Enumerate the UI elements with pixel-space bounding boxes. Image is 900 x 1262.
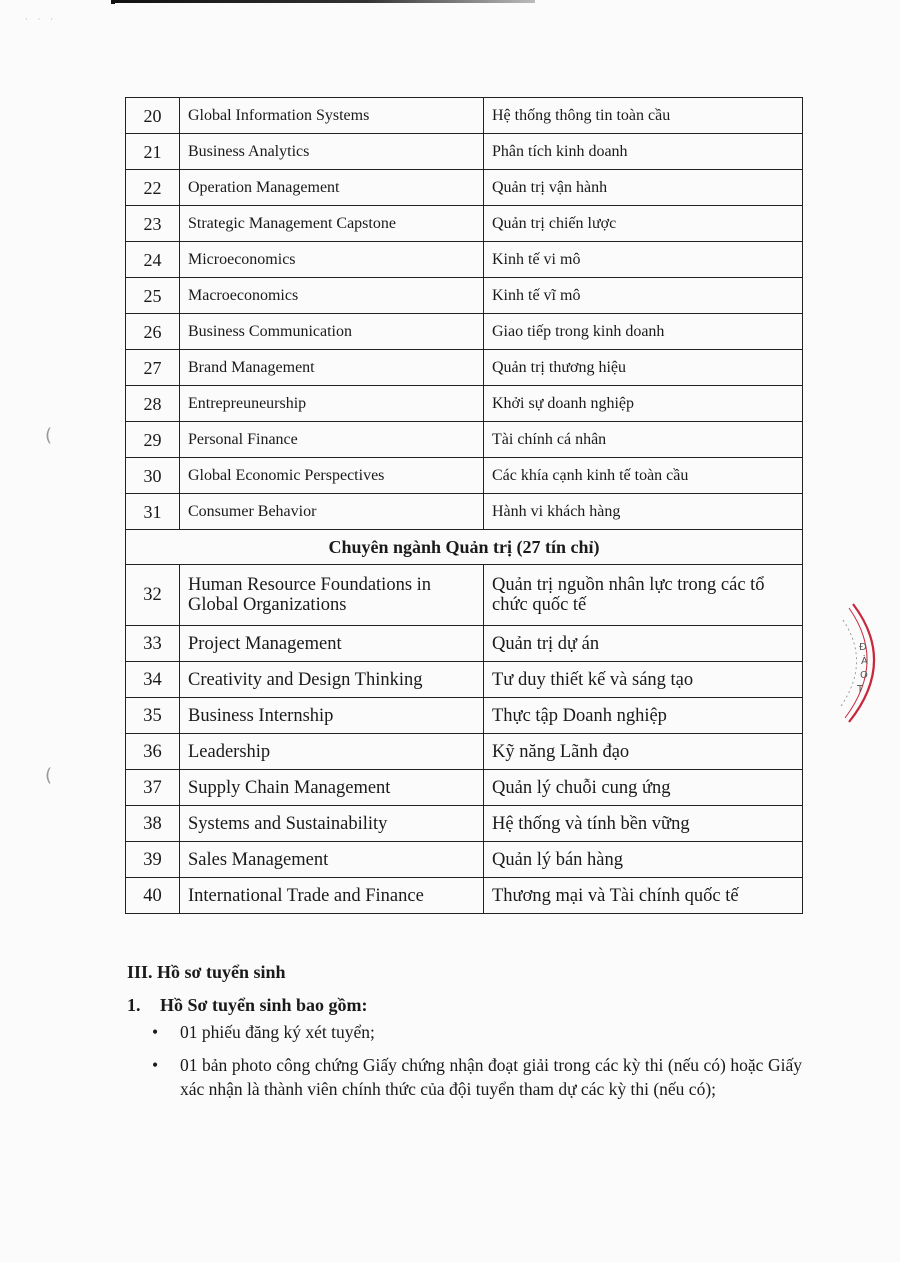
official-stamp-icon: [835, 598, 895, 726]
svg-text:À: À: [861, 656, 868, 667]
course-number: 28: [126, 386, 180, 422]
course-row: [126, 350, 803, 386]
course-name-english: Supply Chain Management: [180, 770, 484, 806]
bullet-icon: •: [152, 1022, 159, 1042]
course-name-english: Microeconomics: [180, 242, 484, 278]
course-name-english: Global Information Systems: [180, 98, 484, 134]
course-name-vietnamese: Quản trị nguồn nhân lực trong các tổ chức quốc tế: [484, 565, 803, 626]
course-name-english: Consumer Behavior: [180, 494, 484, 530]
course-number: 24: [126, 242, 180, 278]
course-number: 25: [126, 278, 180, 314]
course-name-vietnamese: Hệ thống và tính bền vững: [484, 806, 803, 842]
svg-text:T: T: [857, 684, 864, 695]
course-row: [126, 386, 803, 422]
course-name-vietnamese: Các khía cạnh kinh tế toàn cầu: [484, 458, 803, 494]
requirement-text: 01 bản photo công chứng Giấy chứng nhận đoạt giải trong các kỳ thi (nếu có) hoặc Giấy xác nhận là thành viên chính thức của đội tuyển tham dự các kỳ thi (nếu có);: [180, 1055, 802, 1099]
course-number: 33: [126, 626, 180, 662]
course-name-vietnamese: Tài chính cá nhân: [484, 422, 803, 458]
course-name-english: Global Economic Perspectives: [180, 458, 484, 494]
course-name-english: Business Internship: [180, 698, 484, 734]
course-number: 21: [126, 134, 180, 170]
course-name-english: Brand Management: [180, 350, 484, 386]
course-number: 38: [126, 806, 180, 842]
section-header: Chuyên ngành Quản trị (27 tín chỉ): [126, 530, 803, 565]
course-name-vietnamese: Giao tiếp trong kinh doanh: [484, 314, 803, 350]
course-name-english: International Trade and Finance: [180, 878, 484, 914]
course-name-vietnamese: Khởi sự doanh nghiệp: [484, 386, 803, 422]
subsection-label: Hồ Sơ tuyển sinh bao gồm:: [160, 995, 368, 1015]
course-name-vietnamese: Quản trị thương hiệu: [484, 350, 803, 386]
course-number: 22: [126, 170, 180, 206]
course-name-vietnamese: Quản trị vận hành: [484, 170, 803, 206]
course-number: 27: [126, 350, 180, 386]
course-row: [126, 206, 803, 242]
course-number: 20: [126, 98, 180, 134]
scan-artifact: · · ·: [25, 15, 57, 24]
course-row: [126, 662, 803, 698]
course-row: [126, 806, 803, 842]
course-row: [126, 242, 803, 278]
course-name-english: Project Management: [180, 626, 484, 662]
course-number: 36: [126, 734, 180, 770]
course-name-english: Leadership: [180, 734, 484, 770]
course-name-english: Strategic Management Capstone: [180, 206, 484, 242]
course-row: [126, 698, 803, 734]
course-number: 37: [126, 770, 180, 806]
section-title: III. Hồ sơ tuyển sinh: [127, 962, 286, 982]
course-name-english: Operation Management: [180, 170, 484, 206]
course-name-english: Personal Finance: [180, 422, 484, 458]
course-row: [126, 314, 803, 350]
course-name-vietnamese: Kỹ năng Lãnh đạo: [484, 734, 803, 770]
course-number: 31: [126, 494, 180, 530]
course-row: [126, 98, 803, 134]
course-name-english: Business Analytics: [180, 134, 484, 170]
header-rule: [115, 0, 535, 3]
course-number: 34: [126, 662, 180, 698]
major-courses: [126, 565, 803, 914]
course-name-vietnamese: Hệ thống thông tin toàn cầu: [484, 98, 803, 134]
course-name-vietnamese: Phân tích kinh doanh: [484, 134, 803, 170]
course-name-english: Entrepreuneurship: [180, 386, 484, 422]
course-name-vietnamese: Thực tập Doanh nghiệp: [484, 698, 803, 734]
section-header-row: [126, 530, 803, 565]
course-name-english: Human Resource Foundations in Global Organizations: [180, 565, 484, 626]
course-name-vietnamese: Hành vi khách hàng: [484, 494, 803, 530]
course-name-vietnamese: Quản trị chiến lược: [484, 206, 803, 242]
course-number: 40: [126, 878, 180, 914]
punch-hole-mark: (: [45, 425, 53, 446]
course-name-vietnamese: Quản trị dự án: [484, 626, 803, 662]
course-row: [126, 626, 803, 662]
requirement-item: [150, 1020, 802, 1044]
general-courses: [126, 98, 803, 530]
course-name-vietnamese: Thương mại và Tài chính quốc tế: [484, 878, 803, 914]
course-name-english: Macroeconomics: [180, 278, 484, 314]
course-name-english: Business Communication: [180, 314, 484, 350]
course-name-vietnamese: Quản lý chuỗi cung ứng: [484, 770, 803, 806]
course-number: 39: [126, 842, 180, 878]
course-row: [126, 458, 803, 494]
course-name-english: Sales Management: [180, 842, 484, 878]
course-number: 32: [126, 565, 180, 626]
course-number: 35: [126, 698, 180, 734]
course-row: [126, 134, 803, 170]
course-name-vietnamese: Quản lý bán hàng: [484, 842, 803, 878]
course-name-vietnamese: Kinh tế vi mô: [484, 242, 803, 278]
requirements-list: [150, 1020, 802, 1110]
requirement-item: [150, 1053, 802, 1101]
subsection-title: [127, 995, 368, 1016]
course-number: 26: [126, 314, 180, 350]
svg-text:O: O: [860, 670, 868, 681]
svg-text:Đ: Đ: [859, 642, 867, 653]
course-row: [126, 734, 803, 770]
course-row: [126, 770, 803, 806]
course-row: [126, 842, 803, 878]
course-row: [126, 565, 803, 626]
section-header-group: [126, 530, 803, 565]
course-row: [126, 278, 803, 314]
course-number: 30: [126, 458, 180, 494]
course-name-vietnamese: Tư duy thiết kế và sáng tạo: [484, 662, 803, 698]
course-table: [125, 97, 803, 914]
course-row: [126, 170, 803, 206]
course-number: 29: [126, 422, 180, 458]
course-row: [126, 422, 803, 458]
requirement-text: 01 phiếu đăng ký xét tuyển;: [180, 1022, 375, 1042]
subsection-number: 1.: [127, 995, 141, 1015]
course-number: 23: [126, 206, 180, 242]
course-name-english: Systems and Sustainability: [180, 806, 484, 842]
course-row: [126, 878, 803, 914]
course-row: [126, 494, 803, 530]
course-name-vietnamese: Kinh tế vĩ mô: [484, 278, 803, 314]
course-name-english: Creativity and Design Thinking: [180, 662, 484, 698]
punch-hole-mark: (: [45, 765, 53, 786]
bullet-icon: •: [152, 1055, 159, 1075]
